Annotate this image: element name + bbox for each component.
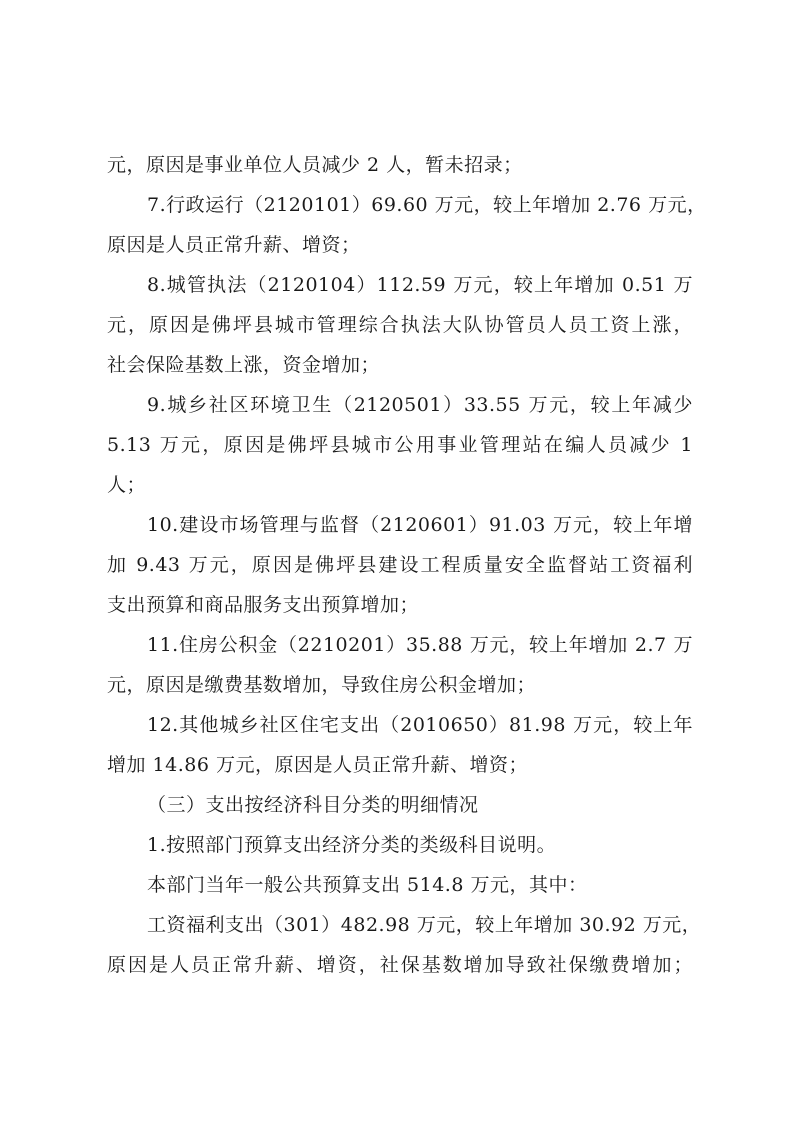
text-line: 元，原因是缴费基数增加，导致住房公积金增加；: [107, 674, 537, 696]
text-line: 本部门当年一般公共预算支出 514.8 万元，其中：: [147, 874, 588, 896]
text-line: 工资福利支出（301）482.98 万元，较上年增加 30.92 万元，: [147, 914, 702, 936]
text-line: 11.住房公积金（2210201）35.88 万元，较上年增加 2.7 万: [147, 634, 693, 656]
text-line: 社会保险基数上涨，资金增加；: [107, 354, 381, 376]
text-line: 5.13 万元，原因是佛坪县城市公用事业管理站在编人员减少 1: [107, 434, 693, 456]
text-line: 加 9.43 万元，原因是佛坪县建设工程质量安全监督站工资福利: [107, 554, 693, 576]
text-line: 8.城管执法（2120104）112.59 万元，较上年增加 0.51 万: [147, 274, 693, 296]
text-line: 9.城乡社区环境卫生（2120501）33.55 万元，较上年减少: [147, 394, 693, 416]
text-line: 支出预算和商品服务支出预算增加；: [107, 594, 420, 616]
text-line: 元，原因是佛坪县城市管理综合执法大队协管员人员工资上涨，: [107, 314, 693, 336]
text-line: 元，原因是事业单位人员减少 2 人，暂未招录；: [107, 154, 523, 176]
text-line: 原因是人员正常升薪、增资；: [107, 234, 361, 256]
body-text: [107, 145, 707, 985]
text-line: 7.行政运行（2120101）69.60 万元，较上年增加 2.76 万元，: [147, 194, 707, 216]
text-line: （三）支出按经济科目分类的明细情况: [147, 794, 479, 816]
text-line: 12.其他城乡社区住宅支出（2010650）81.98 万元，较上年: [147, 714, 693, 736]
text-line: 增加 14.86 万元，原因是人员正常升薪、增资；: [107, 754, 528, 776]
text-line: 1.按照部门预算支出经济分类的类级科目说明。: [147, 834, 557, 856]
text-line: 原因是人员正常升薪、增资，社保基数增加导致社保缴费增加；: [107, 954, 693, 976]
text-line: 10.建设市场管理与监督（2120601）91.03 万元，较上年增: [147, 514, 693, 536]
text-line: 人；: [107, 474, 147, 496]
